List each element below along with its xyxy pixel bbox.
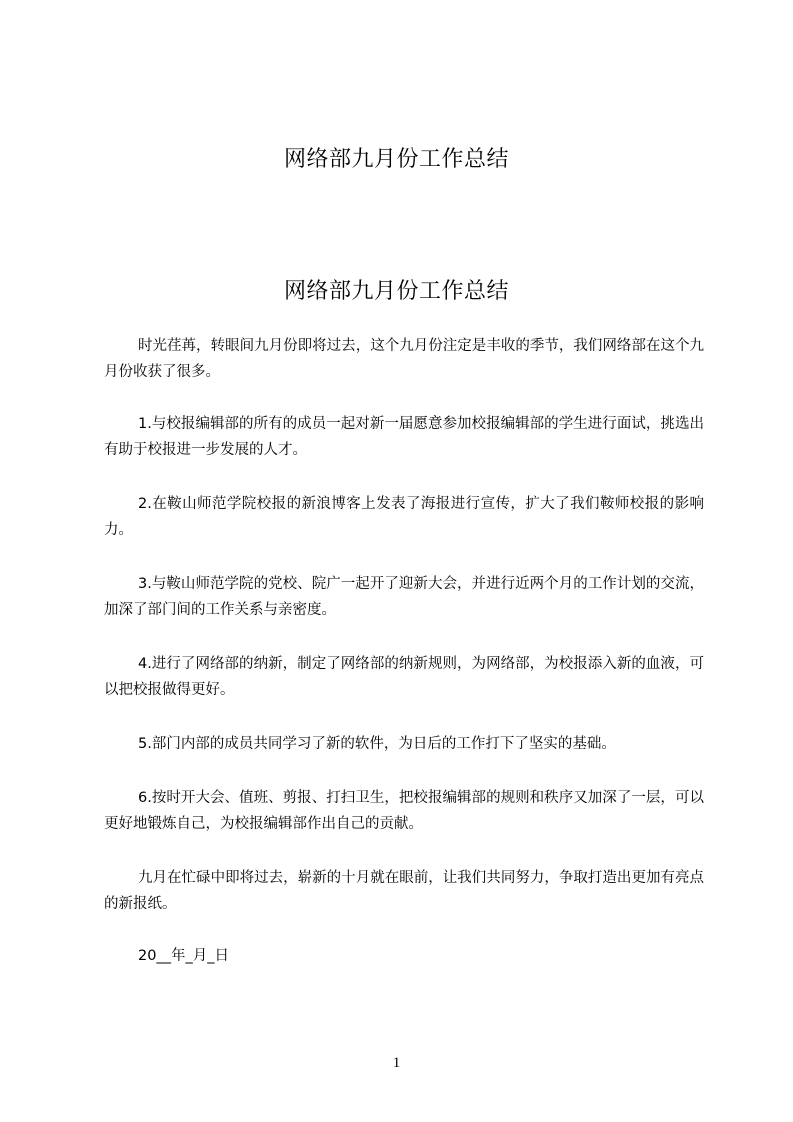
conclusion-paragraph: 九月在忙碌中即将过去，崭新的十月就在眼前，让我们共同努力，争取打造出更加有亮点的新报纸。 [104, 870, 704, 912]
page-number: 1 [392, 1055, 401, 1071]
list-item: 1.与校报编辑部的所有的成员一起对新一届愿意参加校报编辑部的学生进行面试，挑选出有助于校报进一步发展的人才。 [104, 416, 704, 458]
cover-title: 网络部九月份工作总结 [283, 147, 509, 172]
intro-paragraph: 时光荏苒，转眼间九月份即将过去，这个九月份注定是丰收的季节，我们网络部在这个九月份收获了很多。 [104, 338, 704, 380]
list-item: 3.与鞍山师范学院的党校、院广一起开了迎新大会，并进行近两个月的工作计划的交流，加深了部门间的工作关系与亲密度。 [104, 576, 704, 618]
date-line: 20__年_月_日 [138, 948, 229, 964]
list-item: 4.进行了网络部的纳新，制定了网络部的纳新规则，为网络部，为校报添入新的血液，可以把校报做得更好。 [104, 656, 704, 698]
list-item: 2.在鞍山师范学院校报的新浪博客上发表了海报进行宣传，扩大了我们鞍师校报的影响力。 [104, 496, 704, 538]
list-item: 5.部门内部的成员共同学习了新的软件，为日后的工作打下了坚实的基础。 [138, 736, 616, 752]
list-item: 6.按时开大会、值班、剪报、打扫卫生，把校报编辑部的规则和秩序又加深了一层，可以更好地锻炼自己，为校报编辑部作出自己的贡献。 [104, 790, 704, 832]
page-title: 网络部九月份工作总结 [283, 279, 509, 304]
